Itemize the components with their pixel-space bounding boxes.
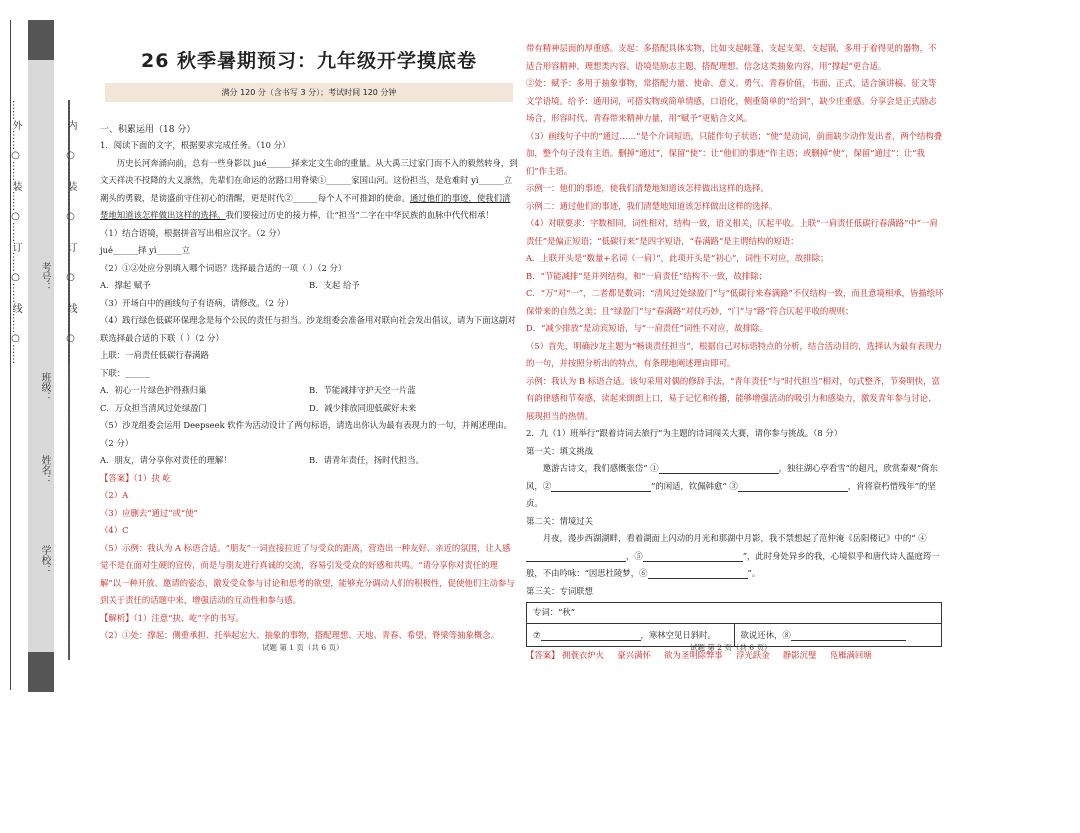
gate-2-text-d: ”。 <box>747 568 761 578</box>
analysis-example-3: 示例：我认为 B 标语合适。该句采用对偶的修辞手法，“青年责任”与“时代担当”相对，句式整齐，节奏明快，富有韵律感和节奏感，读起来朗朗上口，易于记忆和传播，能够增强活动的吸引力和感染力，激发青年参与讨论、展现担当的热情。 <box>526 375 940 421</box>
section-heading: 一、积累运用（18 分） <box>100 125 196 135</box>
q2-answer-5: 静影沉璧 <box>782 650 817 660</box>
analysis-option-c: C．“万”对“一”，二者都是数词；“清风过处绿盈门”与“低碳行来春满路”不仅结构一致，而且意境相承，皆描绘环保带来的自然之美；且“绿盈门”与“春满路”对仗巧妙，“门”与“路”符合仄起平收的规则； <box>526 288 944 316</box>
analysis-cont-1: 带有精神层面的厚重感。支起：多搭配具体实物，比如支起帐篷、支起支架、支起锅，多用于着得见的器物，不适合形容精神、理想类内容。语境是励志主题，搭配理想、信念这类抽象内容，用“撑起”更合适。 <box>526 43 937 71</box>
analysis-cont-4: （4）对联要求：字数相同，词性相对，结构一致，语义相关，仄起平收。上联“一肩责任低碳行春满路”中“一肩责任”是偏正短语；“低碳行来”是四字短语，“春满路”是主谓结构的短语： <box>526 218 938 246</box>
answer-1-text: （1）抉 屹 <box>133 472 171 483</box>
answer-label: 【答案】 <box>100 472 134 483</box>
q1-2-option-b: B．支起 给予 <box>309 280 360 290</box>
blank-7-label: ⑦ <box>533 630 541 640</box>
q1-4: （4）践行绿色低碳环保理念是每个公民的责任与担当。沙龙组委会准备用对联向社会发出倡议，请为下面这副对联选择最合适的下联（ ）（2 分） <box>100 315 516 343</box>
analysis-1 <box>100 610 518 628</box>
q1-2-option-a: A．撑起 赋予 <box>100 280 151 290</box>
q2-answer-2: 豪兴满怀 <box>617 650 651 660</box>
analysis-cont-3: （3）画线句子中的“通过……”是个介词短语，只能作句子状语；“使”是动词，前面缺少动作发出者，两个结构叠加，整个句子没有主语。删掉“通过”，保留“使”：让“他们的事迹”作主语；或删掉“使”，保留“通过”：让“我们”作主语。 <box>526 130 943 176</box>
gate-1-text-d: ，肯将衰朽惜残年”的坚贞。 <box>526 480 936 508</box>
cell-8-text: 欲说还休，⑧ <box>740 630 791 640</box>
q2-answer-1: 拥蓑衣炉火 <box>562 650 605 660</box>
analysis-label: 【解析】 <box>100 612 134 623</box>
analysis-cont-2: ②处：赋予：多用于抽象事物，常搭配力量、使命、意义、勇气、青春价值，书面、正式，适合演讲稿、征文等文学语境。给予：通用词，可搭实物或简单情感，口语化，侧重简单的“给到”，缺少庄重感。分享会是正式励志场合，形容时代、青春带来精神力量，用“赋予”更贴合文风。 <box>526 78 937 123</box>
analysis-option-d: D．“减少排放”是动宾短语，与“一肩责任”词性不对应，故排除。 <box>526 323 768 333</box>
score-info: 满分 120 分（含书写 3 分）；考试时间 120 分钟 <box>105 83 513 102</box>
gate-2-text-c: ”，此时身处异乡的我，心境似乎和唐代诗人温庭筠一般，不由吟咏：“因思杜陵梦，⑥ <box>526 550 940 578</box>
blank-7[interactable] <box>541 630 641 641</box>
q1-1: （1）结合语境，根据拼音写出相应汉字。（2 分） <box>100 227 285 238</box>
association-table <box>526 602 942 647</box>
q1-4-options-cd <box>100 400 518 418</box>
page-1 <box>100 40 518 645</box>
page-2 <box>526 40 944 665</box>
binding-strip-dark-top <box>28 20 54 60</box>
blank-8[interactable] <box>791 630 906 641</box>
binding-margin <box>0 0 90 700</box>
blank-4[interactable] <box>526 551 626 562</box>
gate-3-heading: 第三关：专词联想 <box>526 585 593 596</box>
gate-1-text <box>526 460 944 513</box>
analysis-example-2: 示例二：通过他们的事迹，我们清楚地知道该怎样做出这样的选择。 <box>526 200 778 211</box>
answer-3: （3）应删去“通过”或“使” <box>100 507 198 518</box>
q1-intro: 1．阅读下面的文字，根据要求完成任务。（10 分） <box>100 140 291 150</box>
blank-2[interactable] <box>551 481 651 492</box>
q2-answer-4: 浮光跃金 <box>736 650 770 660</box>
q1-4-lower-couplet: 下联：______ <box>100 367 151 378</box>
name-label: 姓名： <box>39 455 50 485</box>
gate-1-text-b: ，独往湖心亭看雪”的超凡，欣赏秦观“倚东风，② <box>526 463 938 491</box>
q1-passage-a: 历史长河奔涌向前，总有一些身影以 jué______择来定文生命的重量。从大禹三过家门而不入的毅然转身，到文天祥决不投降的大义凛然，先辈们在命运的岔路口用脊梁①______家国山河。这份担当，是危难时 yì______立潮头的勇毅，是谤盛前守住初心的清醒，更是时代②______每个人不可推卸的使命。 <box>100 157 518 203</box>
answer-5: （5）示例：我认为 A 标语合适。“朋友”一词直接拉近了与受众的距离，营造出一种友好、亲近的氛围，让人感觉不是在面对生硬的宣传，而是与朋友进行真诚的交流，容易引发受众的好感和共鸣。“请分享你对责任的理解”以一种开放、邀请的姿态，激发受众参与讨论和思考的欲望，能够充分调动人们的积极性，促使他们主动参与到关于责任的话题中来，增强活动的互动性和参与感。 <box>100 542 515 605</box>
q1-4-option-c: C．万众担当清风过处绿盈门 <box>100 402 207 413</box>
q1-4-option-d: D．减少排放同迎低碳好未来 <box>309 402 417 413</box>
q1-2: （2）①②处应分别填入哪个词语？选择最合适的一项（ ）（2 分） <box>100 262 347 273</box>
page-2-footer: 试题 第 2 页（共 6 页） <box>690 643 772 652</box>
gate-1-heading: 第一关：填文挑战 <box>526 445 593 456</box>
q1-passage-b: 我们要接过历史的接力棒，让“担当”二字在中华民族的血脉中代代相承！ <box>225 210 494 220</box>
q1-5-options <box>100 452 518 470</box>
answer-4: （4）C <box>100 525 129 535</box>
inner-cut-mark: ……内……○……装……○……订……○……线……○…… <box>65 100 76 364</box>
q1-passage <box>100 155 518 225</box>
cell-7-text: ，寒林空见日斜时。 <box>640 630 716 640</box>
q1-4-option-b: B．节能减排守护天空一片蓝 <box>309 385 416 395</box>
analysis-option-b: B．“节能减排”是并列结构，和“一肩责任”结构不一致，故排除； <box>526 270 768 281</box>
q1-3: （3）开场白中的画线句子有语病，请修改。（2 分） <box>100 297 294 308</box>
gate-2-text-a: 月夜，漫步西湖湖畔，看着湖面上闪动的月光和那湖中月影，我不禁想起了范仲淹《岳阳楼记》中的“ ④ <box>542 533 927 543</box>
q1-2-options <box>100 277 518 295</box>
analysis-2: （2）①处：撑起：侧重承担、托举起宏大、抽象的事物，搭配理想、天地、青春、希望、脊梁等抽象概念。 <box>100 630 499 640</box>
gate-2-text <box>526 530 944 583</box>
q2-intro: 2．九（1）班举行“跟着诗词去旅行”为主题的诗词闯关大赛，请你参与挑战。（8 分） <box>526 428 843 438</box>
gate-2-text-b: ，⑤ <box>626 550 643 561</box>
school-label: 学校： <box>39 545 50 575</box>
q2-answer-label: 【答案】 <box>526 650 560 660</box>
answer-1 <box>100 470 518 488</box>
gate-2-heading: 第二关：情境过关 <box>526 515 593 526</box>
student-id-label: 考号： <box>39 262 50 292</box>
page-1-footer: 试题 第 1 页（共 6 页） <box>262 643 344 652</box>
q1-5-option-b: B．请青年责任，扬时代担当。 <box>309 455 425 465</box>
table-header: 专词：“秋” <box>527 603 941 624</box>
blank-5[interactable] <box>643 551 743 562</box>
analysis-cont-5: （5）首先，明确沙龙主题为“畅谈责任担当”，根据自己对标语特点的分析，结合活动目的，选择认为最有表现力的一句，并按照分析出的特点，有条理地阐述理由即可。 <box>526 340 942 368</box>
q1-underlined-sentence: 通过他们的事迹，使我们清楚地知道该怎样做出这样的选择。 <box>100 192 511 220</box>
binding-strip-dark-bottom <box>28 652 54 692</box>
q1-4-option-a: A．初心一片绿色护得燕归巢 <box>100 385 207 395</box>
outer-cut-mark: ……外……○……装……○……订……○……线……○…… <box>10 100 21 364</box>
exam-title: 26 秋季暑期预习：九年级开学摸底卷 <box>140 50 478 72</box>
blank-6[interactable] <box>648 568 748 579</box>
q1-5: （5）沙龙组委会运用 Deepseek 软件为活动设计了两句标语，请选出你认为最有表现力的一句，并阐述理由。（2 分） <box>100 420 513 448</box>
analysis-1-text: （1）注意“抉、屹”字的书写。 <box>133 612 244 623</box>
gate-1-text-c: ”的闲适，钦佩韩愈“ ③ <box>651 480 738 491</box>
analysis-example-1: 示例一：他们的事迹，使我们清楚地知道该怎样做出这样的选择。 <box>526 183 769 193</box>
blank-3[interactable] <box>738 481 848 492</box>
q2-answer-6: 凫雁满回塘 <box>829 650 872 660</box>
class-label: 班级： <box>39 372 50 402</box>
q1-4-options-ab <box>100 382 518 400</box>
analysis-option-a: A．上联开头是“数量+名词（一肩）”，此项开头是“初心”，词性不对应，故排除； <box>526 253 829 263</box>
binding-strip <box>28 20 54 692</box>
gate-1-text-a: 邀游古诗文，我们感慨张岱“ ① <box>542 463 659 473</box>
q1-1-blanks: jué______择 yì______立 <box>100 245 191 255</box>
blank-1[interactable] <box>659 463 779 474</box>
q2-answer-3: 欲为圣明除弊事 <box>664 650 723 660</box>
q1-4-upper-couplet: 上联：一肩责任低碳行春满路 <box>100 350 209 360</box>
q1-5-option-a: A．朋友，请分享你对责任的理解！ <box>100 455 232 465</box>
answer-2: （2）A <box>100 490 129 500</box>
